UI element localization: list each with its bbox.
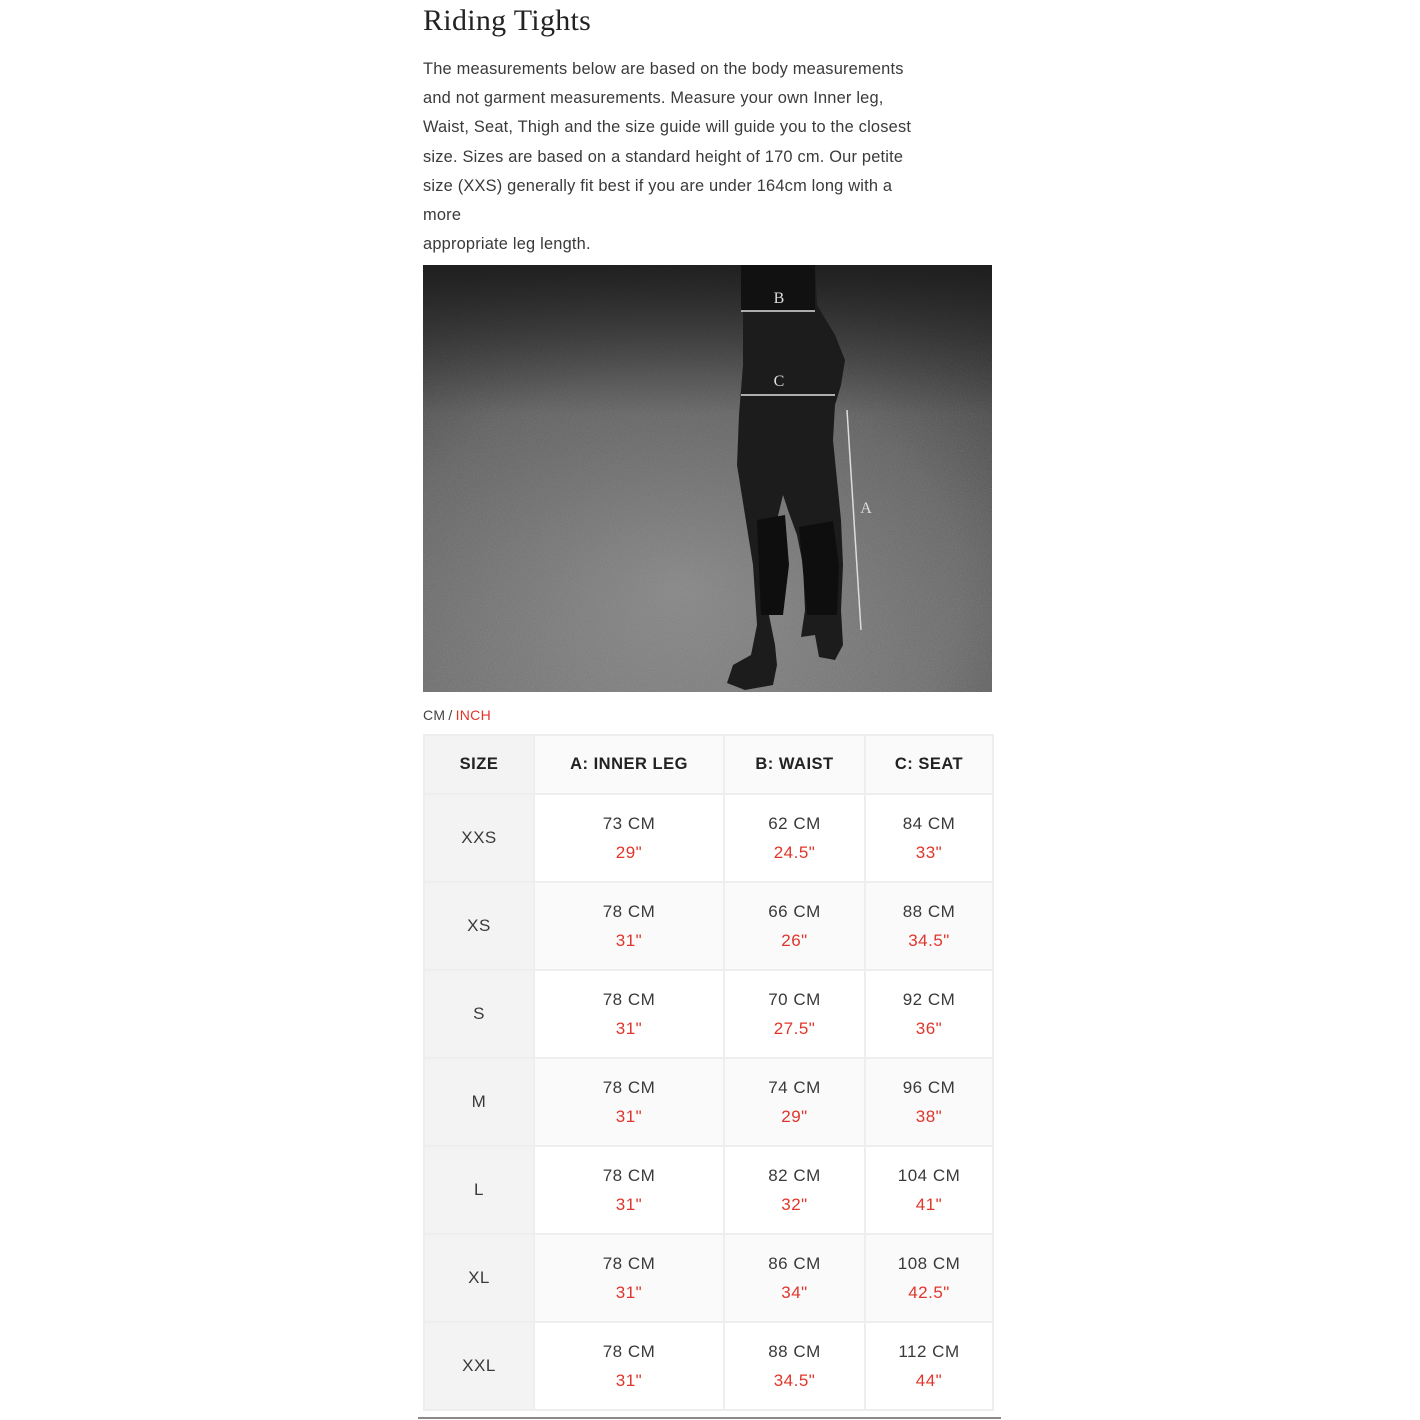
waist-inch-value: 24.5" [773,843,816,862]
inner-leg-cm-value: 78 CM [602,1078,656,1097]
inner-leg-inch-value: 31" [615,1283,643,1302]
header-seat: C: SEAT [865,735,993,794]
waist-inch-value: 29" [781,1107,808,1126]
waist-inch-value: 34.5" [773,1371,816,1390]
size-cell: XS [424,882,534,970]
inner-leg-inch-value: 31" [615,1019,643,1038]
inner-leg-cm-value: 78 CM [602,1254,656,1273]
waist-inch-value: 34" [781,1283,808,1302]
size-table [423,734,994,1411]
seat-cell [865,1146,993,1234]
waist-cell [724,794,865,882]
label-a: A [860,500,872,517]
page-title: Riding Tights [423,4,592,37]
waist-cm-value: 82 CM [768,1166,821,1185]
seat-cm-value: 88 CM [902,902,956,921]
table-row [424,1322,993,1410]
inner-leg-cm-value: 78 CM [602,1166,656,1185]
seat-cell [865,1234,993,1322]
description-line: The measurements below are based on the body measurements [423,60,904,78]
waist-cell [724,1322,865,1410]
measurement-illustration [423,265,992,692]
inner-leg-cell [534,1322,724,1410]
waist-inch-value: 26" [781,931,808,950]
seat-inch-value: 33" [915,843,943,862]
table-row [424,1234,993,1322]
seat-cm-value: 112 CM [898,1342,960,1361]
description-line: appropriate leg length. [423,235,591,254]
inner-leg-inch-value: 31" [615,931,643,950]
waist-cell [724,882,865,970]
seat-inch-value: 41" [915,1195,943,1214]
unit-separator: / [448,707,453,723]
header-waist: B: WAIST [724,735,865,794]
seat-inch-value: 34.5" [908,931,950,950]
measurement-photo [423,265,992,692]
inner-leg-cm-value: 78 CM [602,990,656,1009]
table-row [424,794,993,882]
seat-inch-value: 44" [915,1371,943,1390]
seat-cm-value: 104 CM [897,1166,961,1185]
inner-leg-cell [534,882,724,970]
description-line: Waist, Seat, Thigh and the size guide will guide you to the closest [423,118,912,137]
inner-leg-cell [534,794,724,882]
label-c: C [773,373,785,390]
table-header-row [424,735,993,794]
inner-leg-cm-value: 73 CM [602,814,656,833]
waist-cm-value: 70 CM [768,990,821,1009]
inner-leg-inch-value: 31" [615,1371,643,1390]
inner-leg-inch-value: 29" [615,843,643,862]
seat-cell [865,794,993,882]
unit-cm-link[interactable]: CM [423,707,446,723]
waist-cell [724,1234,865,1322]
waist-cell [724,970,865,1058]
description-line: size. Sizes are based on a standard height of 170 cm. Our petite [423,147,904,166]
size-cell: M [424,1058,534,1146]
seat-inch-value: 42.5" [908,1283,950,1302]
seat-cm-value: 84 CM [902,814,956,833]
table-row [424,970,993,1058]
description-line: more [423,206,462,225]
size-cell: L [424,1146,534,1234]
description-line: size (XXS) generally fit best if you are under 164cm long with a [423,176,893,195]
seat-cell [865,1322,993,1410]
waist-cell [724,1058,865,1146]
seat-cell [865,970,993,1058]
waist-inch-value: 32" [781,1195,808,1214]
table-row [424,1146,993,1234]
unit-inch-link[interactable]: INCH [455,707,491,723]
size-guide [423,0,993,1390]
header-size: SIZE [424,735,534,794]
seat-cell [865,882,993,970]
seat-inch-value: 38" [915,1107,943,1126]
inner-leg-inch-value: 31" [615,1195,643,1214]
inner-leg-inch-value: 31" [615,1107,643,1126]
header-inner-leg: A: INNER LEG [534,735,724,794]
unit-toggle [423,707,491,723]
description-line: and not garment measurements. Measure your own Inner leg, [423,89,884,108]
size-cell: S [424,970,534,1058]
waist-cm-value: 62 CM [768,814,821,833]
bottom-divider [418,1417,1001,1419]
waist-cm-value: 74 CM [768,1078,821,1097]
inner-leg-cm-value: 78 CM [602,1342,656,1361]
table-body [424,794,993,1410]
seat-cm-value: 108 CM [897,1254,961,1273]
label-b: B [773,290,785,307]
table-row [424,882,993,970]
size-guide-description [423,55,983,259]
inner-leg-cell [534,1234,724,1322]
waist-cm-value: 86 CM [768,1254,821,1273]
size-cell: XXL [424,1322,534,1410]
inner-leg-cm-value: 78 CM [602,902,656,921]
waist-cm-value: 66 CM [768,902,821,921]
seat-inch-value: 36" [915,1019,943,1038]
inner-leg-cell [534,1058,724,1146]
waist-cm-value: 88 CM [768,1342,821,1361]
waist-inch-value: 27.5" [773,1019,816,1038]
table-row [424,1058,993,1146]
inner-leg-cell [534,1146,724,1234]
inner-leg-cell [534,970,724,1058]
waist-cell [724,1146,865,1234]
seat-cm-value: 92 CM [902,990,956,1009]
size-cell: XL [424,1234,534,1322]
size-cell: XXS [424,794,534,882]
seat-cm-value: 96 CM [902,1078,956,1097]
seat-cell [865,1058,993,1146]
